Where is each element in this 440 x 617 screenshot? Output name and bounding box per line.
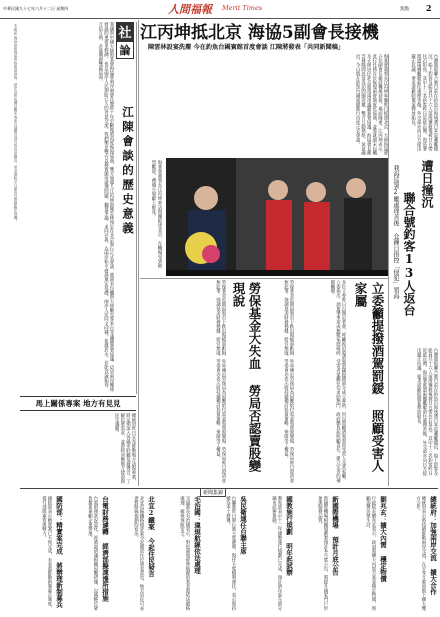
editorial-box (20, 22, 137, 394)
boat-story (390, 54, 438, 154)
editorial-body: 我國與中國大陸海基會海協會兩岸兩會在歷經十年中斷後將再度恢復協商，雙方領導人江丙坤與陳雲林預定在北京舉行正式會談，就週末包機與大陸觀光客來台等議題簽署協議。這是兩岸關係發展的重要里程碑，也是兩岸人民期盼已久的善意交流。我們樂見雙方以務實態度處理問題，擱置爭議，求同存異，為兩岸和平發展奠定基礎。兩岸人民同文同種，血濃於水，若能以誠相待，互信互助，必能開創雙贏局面。 (97, 22, 114, 392)
masthead-section: 焦點 (400, 7, 409, 12)
brief-item (158, 496, 202, 612)
brief-item-body: 台聯黨昨日舉行黨主席選舉，現任主席順利連任，表示將持續為本土發聲。 (225, 496, 236, 611)
brief-item-body: 台電財務狀況惡化，經濟部研議相關因應措施，以減輕民眾負擔並兼顧企業營運。 (87, 496, 98, 611)
masthead (0, 0, 440, 19)
boat-story-title-2: 聯合號釣客13人返台 (402, 192, 416, 316)
brief-item (296, 496, 340, 612)
masthead-logo: 人間福報 (168, 3, 212, 16)
boat-story-lower-body: 台灣漁船聯合號日前在釣魚台海域遭日本巡邏艦撞沉，船上釣客及船員共十六人落海獲救後被日方帶往石垣島，其中十三名釣客昨日返抵台灣。海巡署派遣兩艘艦艇前往處理善後，外交部亦向日方提出嚴正抗議，要求道歉賠償並釋放船長。 (416, 348, 438, 476)
boat-story-subtitle: 我海巡署2艦處理善後 仓鍊日指控「侵犯」領海 (392, 165, 399, 299)
column-divider (140, 278, 388, 279)
left-story (20, 396, 136, 486)
editorial-tag-2: 論 (116, 41, 134, 59)
left-story-body: 總統府昨日宣布推動地方訪視專案，將定期深入各縣市聆聽基層聲音，了解民眾需求，並即時回應地方建設與民生議題。 (114, 413, 136, 484)
brief-item-body: 國防部表示精實案已大致完成，未來將推動新制募兵制度，提升部隊素質與戰力。 (41, 496, 52, 611)
column-divider (138, 20, 139, 486)
left-story-title: 馬上關係專案 地方有見見 (20, 396, 136, 411)
masthead-date: 中華民國九十七年六月十二日 星期四 (3, 6, 69, 11)
brief-item (112, 496, 156, 612)
photo-caption: 海基會董事長江丙坤率訪問團抵達北京，在機場受到熱烈歡迎，禮儀小姐獻上鮮花。 (151, 160, 162, 268)
boat-story-title-1: 遭日撞沉 (420, 160, 434, 208)
editorial-tag-1: 社 (116, 22, 134, 41)
brief-item-body: 行政院長劉兆玄表示，政府將擴大內需方案並穩定物價，照顧弱勢民眾生計。 (365, 496, 376, 611)
pension-body-left: 勞保基金近期因股市下跌出現帳面虧損，外界傳出勞保局為因應給付需求將賣股變現，勞保局昨日澄清並無此事，強調基金財務穩健，給付無虞。勞委會亦表示將持續檢討投資策略，保障勞工權益。 (215, 280, 226, 483)
brief-item (250, 496, 294, 612)
pension-title: 勞保基金大失血 勞局否認賣股變現說 (231, 282, 262, 472)
brief-item-title: 吳民衛連任台聯主席 (239, 496, 247, 555)
drunk-body: 多位立委昨日召開記者會，呼籲政府將酒駕罰鍰提撥部分成立專款，用以照顧酒駕事故受害人及其家屬。立委指出，酒駕肇事造成無數家庭破碎，受害者家屬往往求助無門，政府應負起照顧責任，建立完善的補償機制。 (329, 280, 346, 483)
headline-subtitle: 陳雲林設宴洗塵 今在釣魚台國賓館首度會談 江陳將發表「共同新聞稿」 (148, 44, 345, 51)
brief-item-body: 教育部表示十二年國教施行規劃已完成，預計明年起在部分縣市試辦推動。 (271, 496, 282, 611)
page-number: 2 (426, 3, 432, 13)
brief-item-body: 北宜直線鐵路環評案今起開放住民發表意見，地方居民可表達對路線規劃的看法。 (133, 496, 144, 611)
brief-item (66, 496, 110, 612)
headline-body: 海基會董事長江丙坤率團昨日抵達北京，大陸海協會五位副會長親赴機場迎接，場面隆重。江丙坤表示，此行任務在於恢復兩會制度化協商，並將就週末包機及大陸居民赴台旅遊兩項議題簽署協議。海協會長陳雲林晚間設宴為訪問團洗塵，雙方互動熱絡，氣氛融洽。今日將在釣魚台國賓館進行首度正式會談。 (355, 54, 388, 156)
drunk-title: 立委籲提撥酒駕罰鍰 照顧受害人家屬 (353, 282, 385, 472)
brief-item-body: 總統府表示將持續推動兩岸交流，在平等互惠原則下擴大雙方合作。 (415, 496, 426, 611)
photo-image (166, 158, 388, 276)
news-photo (166, 158, 388, 276)
editorial-tag (116, 22, 134, 59)
news-brief-label: 新聞集錦 (200, 488, 226, 497)
brief-item-title: 國教施行規劃 明年起試辦 (285, 496, 293, 576)
brief-item-title: 北宜2鐵案 今起住民發言 (147, 496, 155, 577)
brief-item-title: 國防部：精實案完成 將辦理新制募兵 (55, 496, 63, 608)
brief-item-title: 台電財務遽轉 經濟部擬凍漲所措施 (101, 496, 109, 602)
left-margin-column: 本報訊 海基會與海協會恢復協商後，兩岸直航包機及觀光客來台議題受到各界高度關注，業者期盼早日開放以帶動觀光商機。 (14, 24, 18, 224)
brief-item-body: 新國際機場相關規劃案預計本月底公告，將提升國家門戶形象與服務品質。 (317, 496, 328, 611)
brief-item (390, 496, 438, 612)
brief-item (342, 496, 388, 612)
editorial-title: 江陳會談的歷史意義 (121, 106, 135, 237)
brief-item-body: 交通部長毛治國表示，對於違規經營航線的業者將依法嚴格處理，確保飛航安全。 (179, 496, 190, 611)
headline-main: 江丙坤抵北京 海協5副會長接機 (140, 23, 379, 43)
column-divider (388, 54, 389, 486)
brief-item-title: 毛治國：違規航線依法處理 (193, 496, 201, 574)
pension-body-right: 勞保基金近期因股市下跌出現帳面虧損，外界傳出勞保局為因應給付需求將賣股變現，勞保局昨日澄清並無此事，強調基金財務穩健，給付無虞。勞委會亦表示將持續檢討投資策略，保障勞工權益。 (283, 280, 294, 483)
brief-item-title: 劉兆玄：擴大內需 穩定物價 (379, 496, 387, 582)
brief-item-title: 新國際機場 預計月底公告 (331, 496, 339, 576)
boat-story-upper-body: 台灣漁船聯合號日前在釣魚台海域遭日本巡邏艦撞沉，船上釣客及船員共十六人落海獲救後被日方帶往石垣島，其中十三名釣客昨日返抵台灣。海巡署派遣兩艘艦艇前往處理善後，外交部亦向日方提出嚴正抗議，要求道歉賠償並釋放船長。 (410, 54, 438, 151)
brief-item (204, 496, 248, 612)
masthead-logo-en: Merit Times (222, 4, 263, 12)
brief-item (20, 496, 64, 612)
brief-item-title: 總統府：加強兩岸交流 擴大合作 (429, 496, 437, 595)
